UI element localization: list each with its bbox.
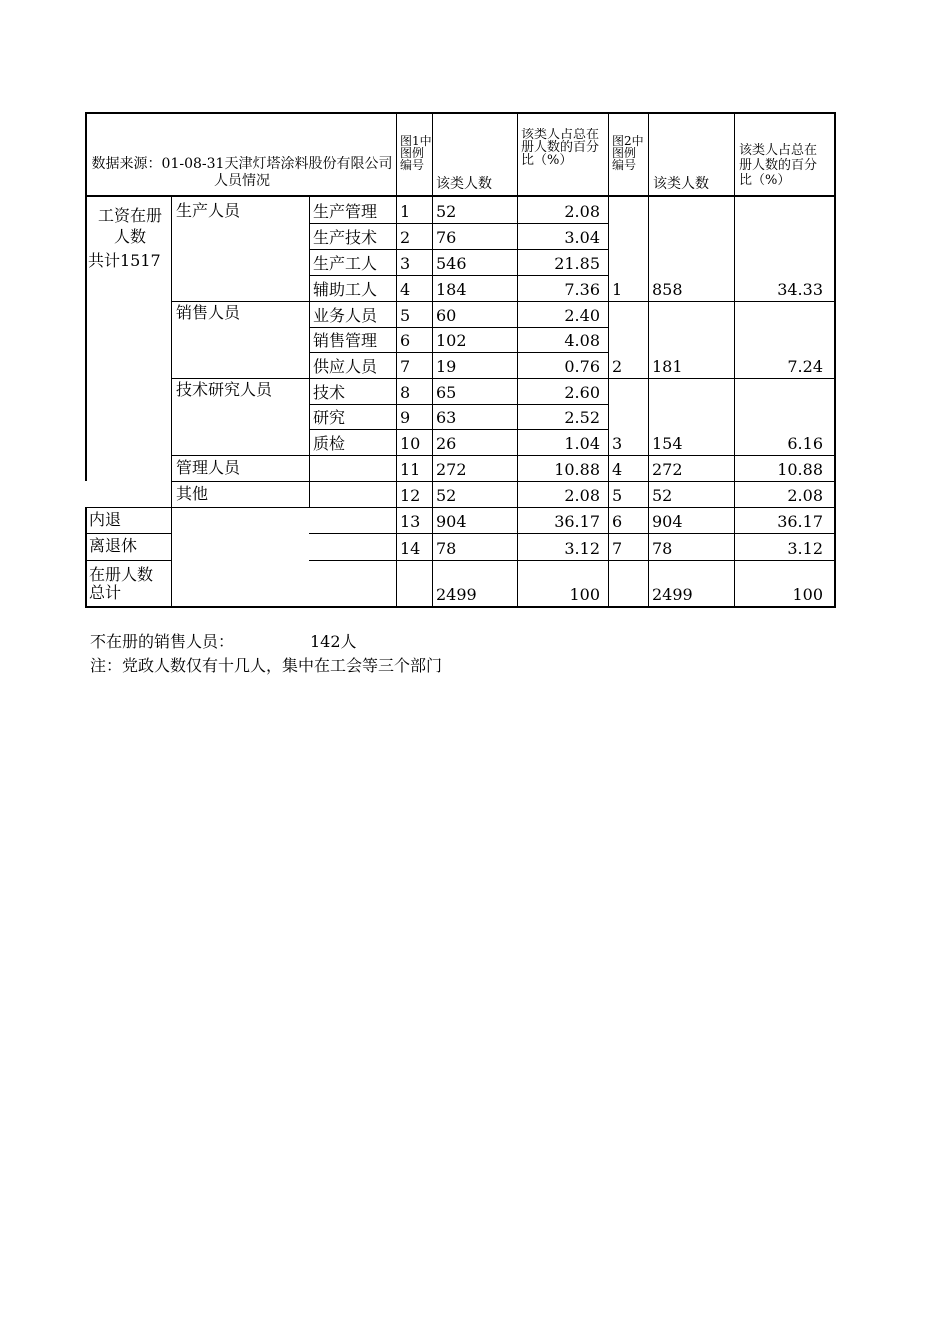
legend1-id-cell: 13	[400, 513, 421, 531]
count-cell: 63	[436, 409, 457, 427]
row-label-lituixiu: 离退休	[89, 537, 138, 555]
legend1-id-cell: 6	[400, 332, 411, 350]
pct-cell: 0.76	[564, 358, 600, 376]
legend1-id-cell: 5	[400, 307, 411, 325]
count-cell: 102	[436, 332, 467, 350]
pct-cell: 36.17	[554, 513, 600, 531]
grid-line	[608, 481, 834, 482]
grid-line	[608, 560, 834, 561]
count-cell: 60	[436, 307, 457, 325]
subcategory-cell: 技术	[313, 384, 346, 402]
count2-cell: 181	[652, 358, 683, 376]
category-other: 其他	[176, 485, 209, 503]
header-legend1: 图1中图例编号	[400, 135, 432, 172]
grid-line	[734, 112, 735, 606]
grid-line	[309, 429, 608, 430]
count-cell: 19	[436, 358, 457, 376]
legend1-id-cell: 12	[400, 487, 421, 505]
count-cell: 26	[436, 435, 457, 453]
pct2-cell: 10.88	[777, 461, 823, 479]
legend2-id-cell: 2	[612, 358, 623, 376]
grid-line	[309, 455, 608, 456]
count-cell: 184	[436, 281, 467, 299]
grid-line	[85, 606, 836, 608]
pct2-cell: 100	[792, 586, 823, 604]
grid-line	[171, 481, 309, 482]
count2-cell: 272	[652, 461, 683, 479]
legend1-id-cell: 1	[400, 203, 411, 221]
header-source: 数据来源：01-08-31天津灯塔涂料股份有限公司人员情况	[91, 156, 393, 189]
count-cell: 65	[436, 384, 457, 402]
grid-line	[834, 112, 836, 608]
row-label-total-1: 在册人数	[89, 566, 154, 584]
subcategory-cell: 生产管理	[313, 203, 378, 221]
pct-cell: 21.85	[554, 255, 600, 273]
grid-line	[85, 112, 836, 114]
header-legend2: 图2中图例编号	[612, 135, 644, 172]
grid-line	[608, 301, 834, 302]
pct-cell: 1.04	[564, 435, 600, 453]
pct2-cell: 3.12	[787, 540, 823, 558]
grid-line	[608, 112, 609, 606]
legend2-id-cell	[612, 586, 646, 606]
note-sales-label: 不在册的销售人员：	[90, 632, 235, 651]
grid-line	[85, 112, 87, 481]
count2-cell: 904	[652, 513, 683, 531]
pct2-cell: 6.16	[787, 435, 823, 453]
category-management: 管理人员	[176, 459, 241, 477]
grid-line	[309, 352, 608, 353]
grid-line	[517, 112, 518, 606]
legend1-id-cell: 4	[400, 281, 411, 299]
legend1-id-cell: 3	[400, 255, 411, 273]
subcategory-cell: 辅助工人	[313, 281, 378, 299]
legend2-id-cell: 6	[612, 513, 623, 531]
grid-line	[85, 507, 171, 508]
pct-cell: 2.52	[564, 409, 600, 427]
subcategory-cell: 生产工人	[313, 255, 378, 273]
legend1-id-cell	[400, 586, 432, 606]
pct-cell: 2.08	[564, 487, 600, 505]
grid-line	[608, 533, 834, 534]
pct-cell: 7.36	[564, 281, 600, 299]
grid-line	[608, 378, 834, 379]
count2-cell: 78	[652, 540, 673, 558]
grid-line	[432, 112, 433, 606]
count-cell: 52	[436, 487, 457, 505]
subcategory-cell	[313, 540, 395, 560]
category-tech: 技术研究人员	[176, 381, 273, 399]
legend2-id-cell: 4	[612, 461, 623, 479]
header-pct2: 该类人占总在册人数的百分比（%）	[739, 143, 818, 188]
grid-line	[309, 533, 608, 534]
note-party: 注：党政人数仅有十几人，集中在工会等三个部门	[90, 656, 443, 675]
grid-line	[309, 275, 608, 276]
pct2-cell: 7.24	[787, 358, 823, 376]
grid-line	[309, 327, 608, 328]
pct2-cell: 34.33	[777, 281, 823, 299]
header-count2: 该类人数	[653, 176, 709, 192]
pct-cell: 4.08	[564, 332, 600, 350]
row-label-total-2: 总计	[89, 584, 122, 602]
count-cell: 272	[436, 461, 467, 479]
group-label-1: 工资在册	[97, 207, 162, 225]
category-production: 生产人员	[176, 202, 241, 220]
group-label-2: 人数	[113, 228, 146, 246]
grid-line	[309, 378, 608, 379]
legend2-id-cell: 7	[612, 540, 623, 558]
subcategory-cell: 质检	[313, 435, 346, 453]
grid-line	[85, 507, 87, 606]
note-sales-value: 142人	[310, 632, 357, 651]
pct-cell: 2.08	[564, 203, 600, 221]
pct2-cell: 36.17	[777, 513, 823, 531]
count2-cell: 2499	[652, 586, 693, 604]
legend1-id-cell: 2	[400, 229, 411, 247]
count2-cell: 52	[652, 487, 673, 505]
grid-line	[309, 560, 608, 561]
legend1-id-cell: 11	[400, 461, 421, 479]
subcategory-cell: 销售管理	[313, 332, 378, 350]
group-label-3: 共计1517	[88, 252, 161, 270]
subcategory-cell: 供应人员	[313, 358, 378, 376]
grid-line	[309, 301, 608, 302]
grid-line	[309, 223, 608, 224]
subcategory-cell: 生产技术	[313, 229, 378, 247]
legend2-id-cell: 3	[612, 435, 623, 453]
grid-line	[396, 112, 397, 606]
count-cell: 76	[436, 229, 457, 247]
count2-cell: 154	[652, 435, 683, 453]
pct-cell: 2.40	[564, 307, 600, 325]
grid-line	[648, 112, 649, 606]
grid-line	[85, 533, 171, 534]
subcategory-cell: 业务人员	[313, 307, 378, 325]
grid-line	[309, 249, 608, 250]
grid-line	[171, 197, 172, 606]
legend2-id-cell: 5	[612, 487, 623, 505]
subcategory-cell	[313, 586, 395, 606]
legend1-id-cell: 9	[400, 409, 411, 427]
legend1-id-cell: 7	[400, 358, 411, 376]
grid-line	[309, 404, 608, 405]
grid-line	[309, 481, 608, 482]
pct-cell: 10.88	[554, 461, 600, 479]
pct2-cell: 2.08	[787, 487, 823, 505]
count-cell: 546	[436, 255, 467, 273]
count-cell: 904	[436, 513, 467, 531]
pct-cell: 100	[569, 586, 600, 604]
pct-cell: 3.12	[564, 540, 600, 558]
count2-cell: 858	[652, 281, 683, 299]
count-cell: 2499	[436, 586, 477, 604]
row-label-neitui: 内退	[89, 511, 122, 529]
legend1-id-cell: 8	[400, 384, 411, 402]
grid-line	[608, 455, 834, 456]
header-count: 该类人数	[436, 176, 492, 192]
grid-line	[171, 378, 309, 379]
pct-cell: 2.60	[564, 384, 600, 402]
subcategory-cell	[313, 513, 395, 533]
grid-line	[171, 301, 309, 302]
pct-cell: 3.04	[564, 229, 600, 247]
grid-line	[171, 507, 309, 508]
legend2-id-cell: 1	[612, 281, 623, 299]
count-cell: 52	[436, 203, 457, 221]
subcategory-cell	[313, 487, 395, 507]
grid-line	[85, 195, 836, 197]
legend1-id-cell: 10	[400, 435, 421, 453]
category-sales: 销售人员	[176, 304, 241, 322]
header-pct1: 该类人占总在册人数的百分比（%）	[521, 128, 600, 168]
count-cell: 78	[436, 540, 457, 558]
subcategory-cell: 研究	[313, 409, 346, 427]
grid-line	[171, 455, 309, 456]
grid-line	[309, 507, 608, 508]
subcategory-cell	[313, 461, 395, 481]
grid-line	[608, 507, 834, 508]
legend1-id-cell: 14	[400, 540, 421, 558]
grid-line	[85, 560, 171, 561]
